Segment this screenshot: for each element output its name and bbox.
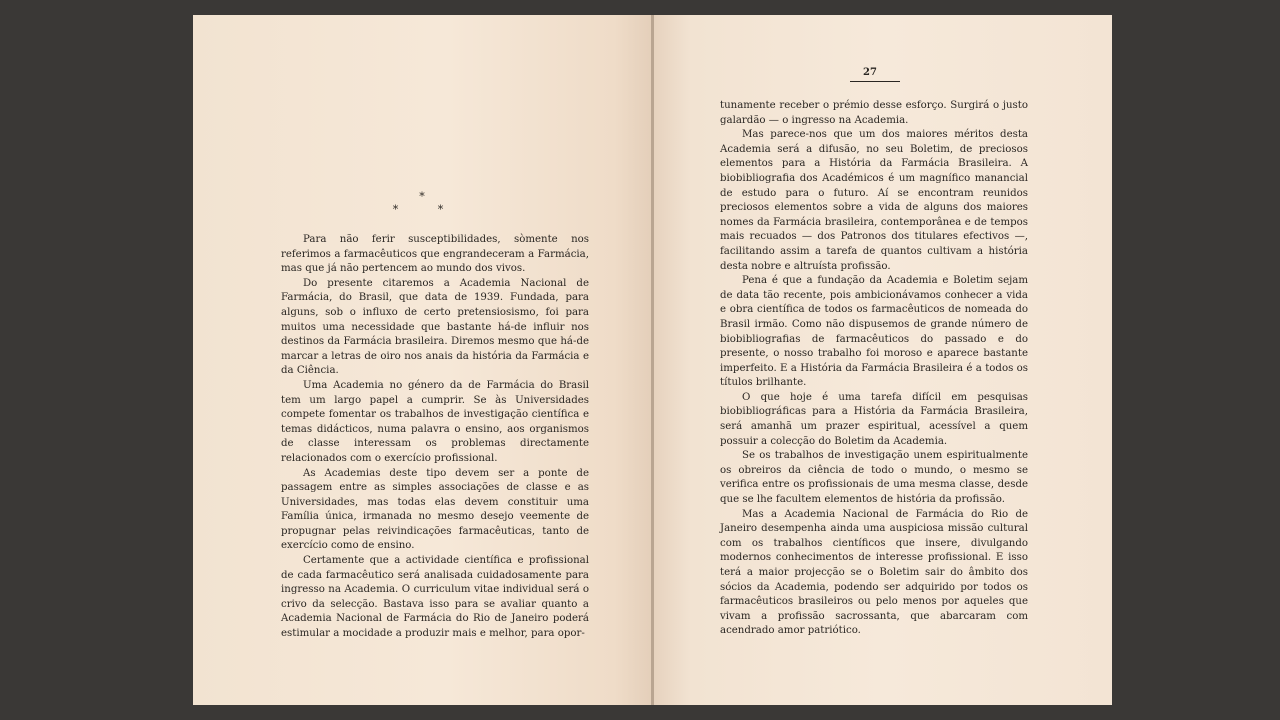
paragraph: Pena é que a fundação da Academia e Boletim sejam de data tão recente, pois ambicionávamos conhecer a vida e obra científica de todos os farmacêuticos de nomeada do Brasil irmão. Como não dispusemos de grande número de biobibliografias de farmacêuticos do passado e do presente, o nosso trabalho foi moroso e aparece bastante imperfeito. E a História da Farmácia Brasileira é a todos os títulos brilhante. — [720, 275, 1028, 389]
paragraph: O que hoje é uma tarefa difícil em pesquisas biobibliográficas para a História da Farmácia Brasileira, será amanhã um prazer espiritual, acessível a quem possuir a colecção do Boletim da Academia. — [720, 391, 1028, 447]
left-page — [193, 15, 651, 705]
right-page — [654, 15, 1112, 705]
page-number: 27 — [863, 67, 877, 78]
paragraph: tunamente receber o prémio desse esforço. Surgirá o justo galardão — o ingresso na Academia. — [720, 100, 1028, 126]
paragraph: Se os trabalhos de investigação unem espiritualmente os obreiros da ciência de todo o mundo, o mesmo se verifica entre os profissionais de uma mesma classe, desde que se lhe facultem elementos de história da profissão. — [720, 450, 1028, 506]
paragraph: Mas a Academia Nacional de Farmácia do Rio de Janeiro desempenha ainda uma auspiciosa missão cultural com os trabalhos científicos que insere, divulgando modernos conhecimentos de interesse profissional. E isso terá a maior projecção se o Boletim sair do âmbito dos sócios da Academia, podendo ser adquirido por todos os farmacêuticos brasileiros ou pelo menos por aqueles que vivam a profissão sacrossanta, que abarcaram com acendrado amor patriótico. — [720, 508, 1028, 637]
page-number-rule — [850, 81, 900, 82]
left-page-body — [281, 233, 589, 642]
paragraph: Uma Academia no género da de Farmácia do Brasil tem um largo papel a cumprir. Se às Universidades compete fomentar os trabalhos de investigação científica e temas didácticos, numa palavra o ensino, aos organismos de classe interessam os problemas directamente relacionados com o exercício profissional. — [281, 379, 589, 464]
paragraph: Mas parece-nos que um dos maiores méritos desta Academia será a difusão, no seu Boletim, de preciosos elementos para a História da Farmácia Brasileira. A biobibliografia dos Académicos é um magnífico manancial de estudo para o futuro. Aí se encontram reunidos preciosos elementos sobre a vida de alguns dos maiores nomes da Farmácia brasileira, contemporânea e de tempos mais recuados — dos Patronos dos titulares efectivos —, facilitando assim a tarefa de quantos cultivam a história desta nobre e altruísta profissão. — [720, 129, 1028, 272]
asterism-bottom: * * — [392, 203, 462, 216]
paragraph: As Academias deste tipo devem ser a ponte de passagem entre as simples associações de classe e as Universidades, mas todas elas devem constituir uma Família única, irmanada no mesmo desejo veemente de propugnar pelas reivindicações farmacêuticas, tanto de exercício como de ensino. — [281, 467, 589, 552]
right-page-body — [720, 99, 1028, 639]
paragraph: Para não ferir susceptibilidades, sòmente nos referimos a farmacêuticos que engrandeceram a Farmácia, mas que já não pertencem ao mundo dos vivos. — [281, 234, 589, 275]
paragraph: Certamente que a actividade científica e profissional de cada farmacêutico será analisada cuidadosamente para ingresso na Academia. O curriculum vitae individual será o crivo da selecção. Bastava isso para se avaliar quanto a Academia Nacional de Farmácia do Rio de Janeiro poderá estimular a mocidade a produzir mais e melhor, para opor- — [281, 555, 589, 640]
paragraph: Do presente citaremos a Academia Nacional de Farmácia, do Brasil, que data de 1939. Fundada, para alguns, sob o influxo de certo pretensiosismo, foi para muitos uma necessidade que bastante há-de influir nos destinos da Farmácia brasileira. Diremos mesmo que há-de marcar a letras de oiro nos anais da história da Farmácia e da Ciência. — [281, 277, 589, 377]
asterism-top: * — [419, 190, 425, 203]
